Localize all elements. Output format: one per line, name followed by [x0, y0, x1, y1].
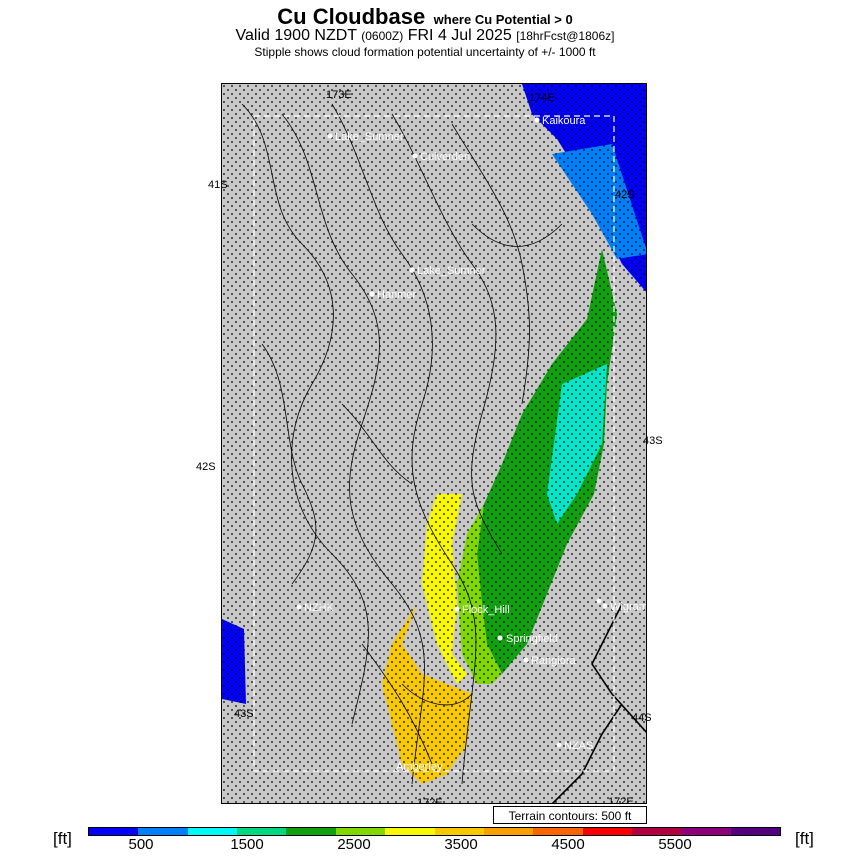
place-label: Rangiora: [531, 655, 576, 667]
colorbar-tick: 1500: [230, 836, 264, 853]
lat-label-43s: 43S: [643, 435, 663, 447]
colorbar-swatch: [336, 828, 385, 835]
colorbar-tick: 2500: [337, 836, 371, 853]
place-marker: [535, 118, 540, 123]
place-label: Culverden: [420, 151, 471, 163]
lat-label-42s: 42S: [196, 461, 216, 473]
colorbar-swatch: [138, 828, 187, 835]
place-label: Springfield: [506, 633, 558, 645]
title-main: Cu Cloudbase: [277, 4, 426, 29]
colorbar-tick: 500: [128, 836, 154, 853]
place-marker: [370, 292, 375, 297]
colorbar-swatch: [385, 828, 434, 835]
colorbar-swatch: [188, 828, 237, 835]
colorbar-swatch: [484, 828, 533, 835]
valid-prefix: Valid 1900 NZDT: [235, 27, 357, 44]
colorbar-swatch: [435, 828, 484, 835]
place-label: Lake_Sumner: [417, 265, 486, 277]
terrain-contour-note: Terrain contours: 500 ft: [493, 806, 647, 824]
place-marker: [597, 599, 602, 604]
colorbar-tick: 5500: [658, 836, 692, 853]
valid-date: FRI 4 Jul 2025: [407, 27, 512, 44]
place-marker: [498, 636, 503, 641]
place-marker: [557, 743, 562, 748]
place-label: Hanmer: [377, 289, 417, 301]
place-marker: [410, 268, 415, 273]
colorbar-tick: 4500: [551, 836, 585, 853]
lon-label: 172E: [417, 797, 443, 805]
colorbar-swatch: [681, 828, 730, 835]
lat-label: 43S: [234, 708, 254, 720]
stipple-overlay: [222, 84, 647, 804]
place-label: Flock_Hill: [462, 604, 510, 616]
place-marker: [328, 134, 333, 139]
lon-label: 173E: [326, 89, 352, 101]
place-marker: [524, 658, 529, 663]
forecast-info: [18hrFcst@1806z]: [516, 29, 615, 43]
utc-time: (0600Z): [361, 29, 404, 43]
stipple-note: Stipple shows cloud formation potential uncertainty of +/- 1000 ft: [254, 45, 596, 59]
place-label: Lake_Sumner: [335, 131, 404, 143]
lon-label: 172E: [608, 796, 634, 805]
lat-label: 42S: [615, 189, 635, 201]
place-marker: [455, 607, 460, 612]
map-canvas: [222, 84, 647, 804]
colorbar-unit-left: [ft]: [53, 829, 72, 848]
colorbar: [88, 827, 781, 836]
lat-label-44s: 44S: [632, 712, 652, 724]
colorbar-swatch: [286, 828, 335, 835]
place-label: Amberley: [396, 761, 443, 773]
lat-label-41s: 41S: [208, 179, 228, 191]
place-marker: [297, 605, 302, 610]
colorbar-swatch: [533, 828, 582, 835]
place-marker: [603, 604, 608, 609]
colorbar-swatch: [632, 828, 681, 835]
colorbar-tick: 3500: [444, 836, 478, 853]
place-label: NZHK: [304, 602, 334, 614]
place-marker: [413, 154, 418, 159]
map-panel: [221, 83, 647, 804]
place-label: Wigram: [610, 601, 648, 613]
lon-label: 174E: [529, 92, 555, 104]
colorbar-swatch: [89, 828, 138, 835]
valid-time-line: [0, 27, 850, 45]
place-label: Kaikoura: [542, 115, 586, 127]
title-qualifier: where Cu Potential > 0: [433, 12, 573, 27]
colorbar-swatch: [237, 828, 286, 835]
colorbar-unit-right: [ft]: [795, 829, 814, 848]
colorbar-swatch: [731, 828, 780, 835]
colorbar-swatch: [583, 828, 632, 835]
place-label: NZAS: [564, 740, 594, 752]
